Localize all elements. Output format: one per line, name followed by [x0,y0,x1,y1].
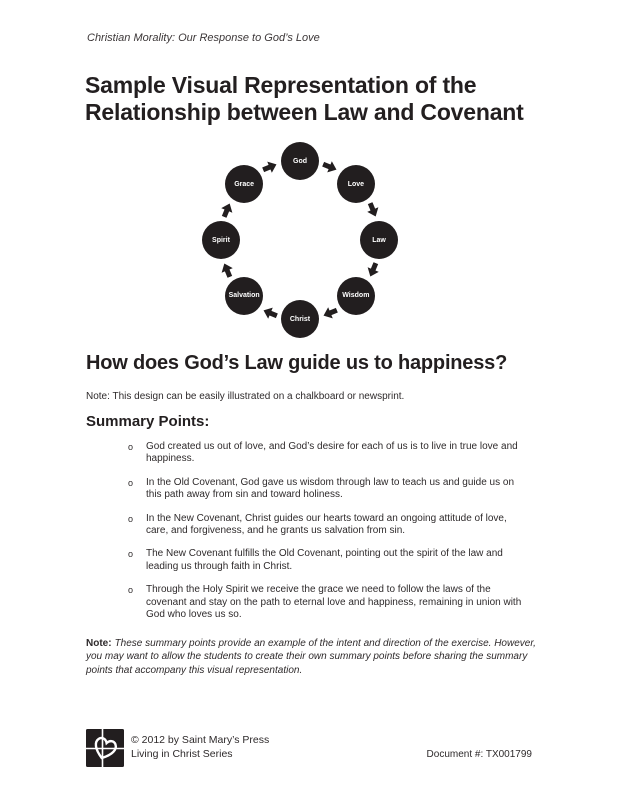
summary-point [128,548,528,573]
clockwise-arrow-icon [218,261,236,280]
summary-point-text: God created us out of love, and God’s desire for each of us is to live in true love and happiness. [146,441,518,465]
diagram-node-salvation: Salvation [225,277,263,315]
covenant-cycle-diagram [0,141,618,341]
design-note: Note: This design can be easily illustrated on a chalkboard or newsprint. [86,391,405,402]
clockwise-arrow-icon [321,158,340,176]
diagram-node-grace: Grace [225,165,263,203]
bullet-icon: o [128,513,134,524]
clockwise-arrow-icon [218,200,236,219]
footer-copyright: © 2012 by Saint Mary’s Press [131,734,270,746]
footnote-text: These summary points provide an example of the intent and direction of the exercise. However, you may want to allow the students to create their own summary points before sharing the summary points that accompany this visual representation. [86,638,536,676]
document-number: Document #: TX001799 [426,749,532,760]
bullet-icon: o [128,549,134,560]
summary-point-text: In the New Covenant, Christ guides our hearts toward an ongoing attitude of love, care, and forgiveness, and he grants us salvation from sin. [146,512,507,536]
diagram-node-love: Love [337,165,375,203]
diagram-node-god: God [281,142,319,180]
clockwise-arrow-icon [364,261,382,280]
diagram-node-christ: Christ [281,300,319,338]
bullet-icon: o [128,477,134,488]
summary-point [128,584,528,621]
summary-point-text: Through the Holy Spirit we receive the grace we need to follow the laws of the covenant and stay on the path to eternal love and happiness, remaining in union with God who loves us so. [146,584,522,620]
footer-series: Living in Christ Series [131,748,233,761]
summary-points-heading: Summary Points: [86,413,210,430]
teacher-footnote [86,637,544,677]
summary-points-list [128,441,528,632]
clockwise-arrow-icon [364,200,382,219]
summary-point [128,441,528,466]
saint-marys-press-logo-icon [86,729,124,767]
clockwise-arrow-icon [321,304,340,322]
summary-point [128,477,528,502]
bullet-icon: o [128,442,134,452]
summary-point [128,513,528,538]
question-heading: How does God’s Law guide us to happiness? [86,352,508,374]
page-title: Sample Visual Representation of the Relationship between Law and Covenant [85,72,524,125]
course-header: Christian Morality: Our Response to God’s Love [87,32,320,44]
clockwise-arrow-icon [260,158,279,176]
footnote-label: Note: [86,638,112,649]
diagram-node-spirit: Spirit [202,221,240,259]
clockwise-arrow-icon [260,304,279,322]
summary-point-text: In the Old Covenant, God gave us wisdom through law to teach us and guide us on this path away from sin and toward holiness. [146,476,515,501]
diagram-node-wisdom: Wisdom [337,277,375,315]
summary-point-text: The New Covenant fulfills the Old Covenant, pointing out the spirit of the law and leading us through faith in Christ. [146,548,503,572]
diagram-node-law: Law [360,221,398,259]
bullet-icon: o [128,585,134,596]
